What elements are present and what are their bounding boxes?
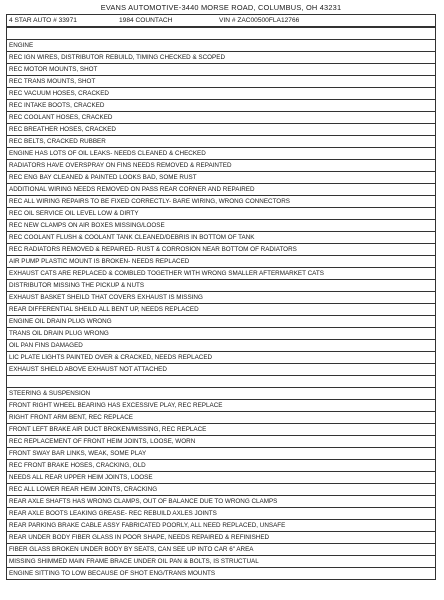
table-row: REC COOLANT FLUSH & COOLANT TANK CLEANED/DEBRIS IN BOTTOM OF TANK bbox=[7, 231, 435, 243]
table-row: REAR DIFFERENTIAL SHEILD ALL BENT UP, NEEDS REPLACED bbox=[7, 303, 435, 315]
table-row: REAR AXLE BOOTS LEAKING GREASE- REC REBUILD AXLES JOINTS bbox=[7, 507, 435, 519]
table-row: REC BREATHER HOSES, CRACKED bbox=[7, 123, 435, 135]
inspection-document bbox=[6, 0, 436, 580]
vehicle-info-row bbox=[6, 14, 436, 27]
table-row: FRONT RIGHT WHEEL BEARING HAS EXCESSIVE PLAY, REC REPLACE bbox=[7, 399, 435, 411]
vehicle-model: 1984 COUNTACH bbox=[119, 17, 173, 24]
inspection-table bbox=[6, 27, 436, 580]
table-row: EXHAUST CATS ARE REPLACED & COMBLED TOGETHER WITH WRONG SMALLER AFTERMARKET CATS bbox=[7, 267, 435, 279]
vin-number: VIN # ZAC00500FLA12766 bbox=[219, 17, 300, 24]
table-row: RADIATORS HAVE OVERSPRAY ON FINS NEEDS REMOVED & REPAINTED bbox=[7, 159, 435, 171]
table-row: REC IGN WIRES, DISTRIBUTOR REBUILD, TIMING CHECKED & SCOPED bbox=[7, 51, 435, 63]
table-row bbox=[7, 375, 435, 387]
stock-number: 4 STAR AUTO # 33971 bbox=[9, 17, 77, 24]
table-row: AIR PUMP PLASTIC MOUNT IS BROKEN- NEEDS REPLACED bbox=[7, 255, 435, 267]
table-row: REAR PARKING BRAKE CABLE ASSY FABRICATED POORLY, ALL NEED REPLACED, UNSAFE bbox=[7, 519, 435, 531]
table-row: REC REPLACEMENT OF FRONT HEIM JOINTS, LOOSE, WORN bbox=[7, 435, 435, 447]
table-row: REC ALL LOWER REAR HEIM JOINTS, CRACKING bbox=[7, 483, 435, 495]
table-row: OIL PAN FINS DAMAGED bbox=[7, 339, 435, 351]
table-row: MISSING SHIMMED MAIN FRAME BRACE UNDER OIL PAN & BOLTS, IS STRUCTUAL bbox=[7, 555, 435, 567]
table-row: REC OIL SERVICE OIL LEVEL LOW & DIRTY bbox=[7, 207, 435, 219]
table-row: FRONT SWAY BAR LINKS, WEAK, SOME PLAY bbox=[7, 447, 435, 459]
table-row: NEEDS ALL REAR UPPER HEIM JOINTS, LOOSE bbox=[7, 471, 435, 483]
table-row: REC VACUUM HOSES, CRACKED bbox=[7, 87, 435, 99]
table-row: ENGINE HAS LOTS OF OIL LEAKS- NEEDS CLEANED & CHECKED bbox=[7, 147, 435, 159]
table-row: DISTRIBUTOR MISSING THE PICKUP & NUTS bbox=[7, 279, 435, 291]
table-row: REC ENG BAY CLEANED & PAINTED LOOKS BAD, SOME RUST bbox=[7, 171, 435, 183]
section-heading-engine: ENGINE bbox=[7, 39, 435, 51]
table-row: LIC PLATE LIGHTS PAINTED OVER & CRACKED, NEEDS REPLACED bbox=[7, 351, 435, 363]
table-row: ENGINE OIL DRAIN PLUG WRONG bbox=[7, 315, 435, 327]
table-row: EXHAUST BASKET SHEILD THAT COVERS EXHAUST IS MISSING bbox=[7, 291, 435, 303]
table-row: REC RADIATORS REMOVED & REPAIRED- RUST & CORROSION NEAR BOTTOM OF RADIATORS bbox=[7, 243, 435, 255]
table-row: REC MOTOR MOUNTS, SHOT bbox=[7, 63, 435, 75]
table-row: TRANS OIL DRAIN PLUG WRONG bbox=[7, 327, 435, 339]
table-row bbox=[7, 27, 435, 39]
shop-header: EVANS AUTOMOTIVE-3440 MORSE ROAD, COLUMBUS, OH 43231 bbox=[100, 3, 342, 12]
table-row: REAR UNDER BODY FIBER GLASS IN POOR SHAPE, NEEDS REPAIRED & REFINISHED bbox=[7, 531, 435, 543]
table-row: ENGINE SITTING TO LOW BECAUSE OF SHOT ENG/TRANS MOUNTS bbox=[7, 567, 435, 579]
table-row: REC BELTS, CRACKED RUBBER bbox=[7, 135, 435, 147]
table-row: FIBER GLASS BROKEN UNDER BODY BY SEATS, CAN SEE UP INTO CAR 6" AREA bbox=[7, 543, 435, 555]
table-row: EXHAUST SHIELD ABOVE EXHAUST NOT ATTACHED bbox=[7, 363, 435, 375]
table-row: REC COOLANT HOSES, CRACKED bbox=[7, 111, 435, 123]
table-row: REC ALL WIRING REPAIRS TO BE FIXED CORRECTLY- BARE WIRING, WRONG CONNECTORS bbox=[7, 195, 435, 207]
table-row: REC NEW CLAMPS ON AIR BOXES MISSING/LOOSE bbox=[7, 219, 435, 231]
table-row: FRONT LEFT BRAKE AIR DUCT BROKEN/MISSING, REC REPLACE bbox=[7, 423, 435, 435]
table-row: REC TRANS MOUNTS, SHOT bbox=[7, 75, 435, 87]
table-row: REC INTAKE BOOTS, CRACKED bbox=[7, 99, 435, 111]
table-row: REAR AXLE SHAFTS HAS WRONG CLAMPS, OUT OF BALANCE DUE TO WRONG CLAMPS bbox=[7, 495, 435, 507]
table-row: REC FRONT BRAKE HOSES, CRACKING, OLD bbox=[7, 459, 435, 471]
section-heading-steering: STEERING & SUSPENSION bbox=[7, 387, 435, 399]
table-row: RIGHT FRONT ARM BENT, REC REPLACE bbox=[7, 411, 435, 423]
table-row: ADDITIONAL WIRING NEEDS REMOVED ON PASS REAR CORNER AND REPAIRED bbox=[7, 183, 435, 195]
